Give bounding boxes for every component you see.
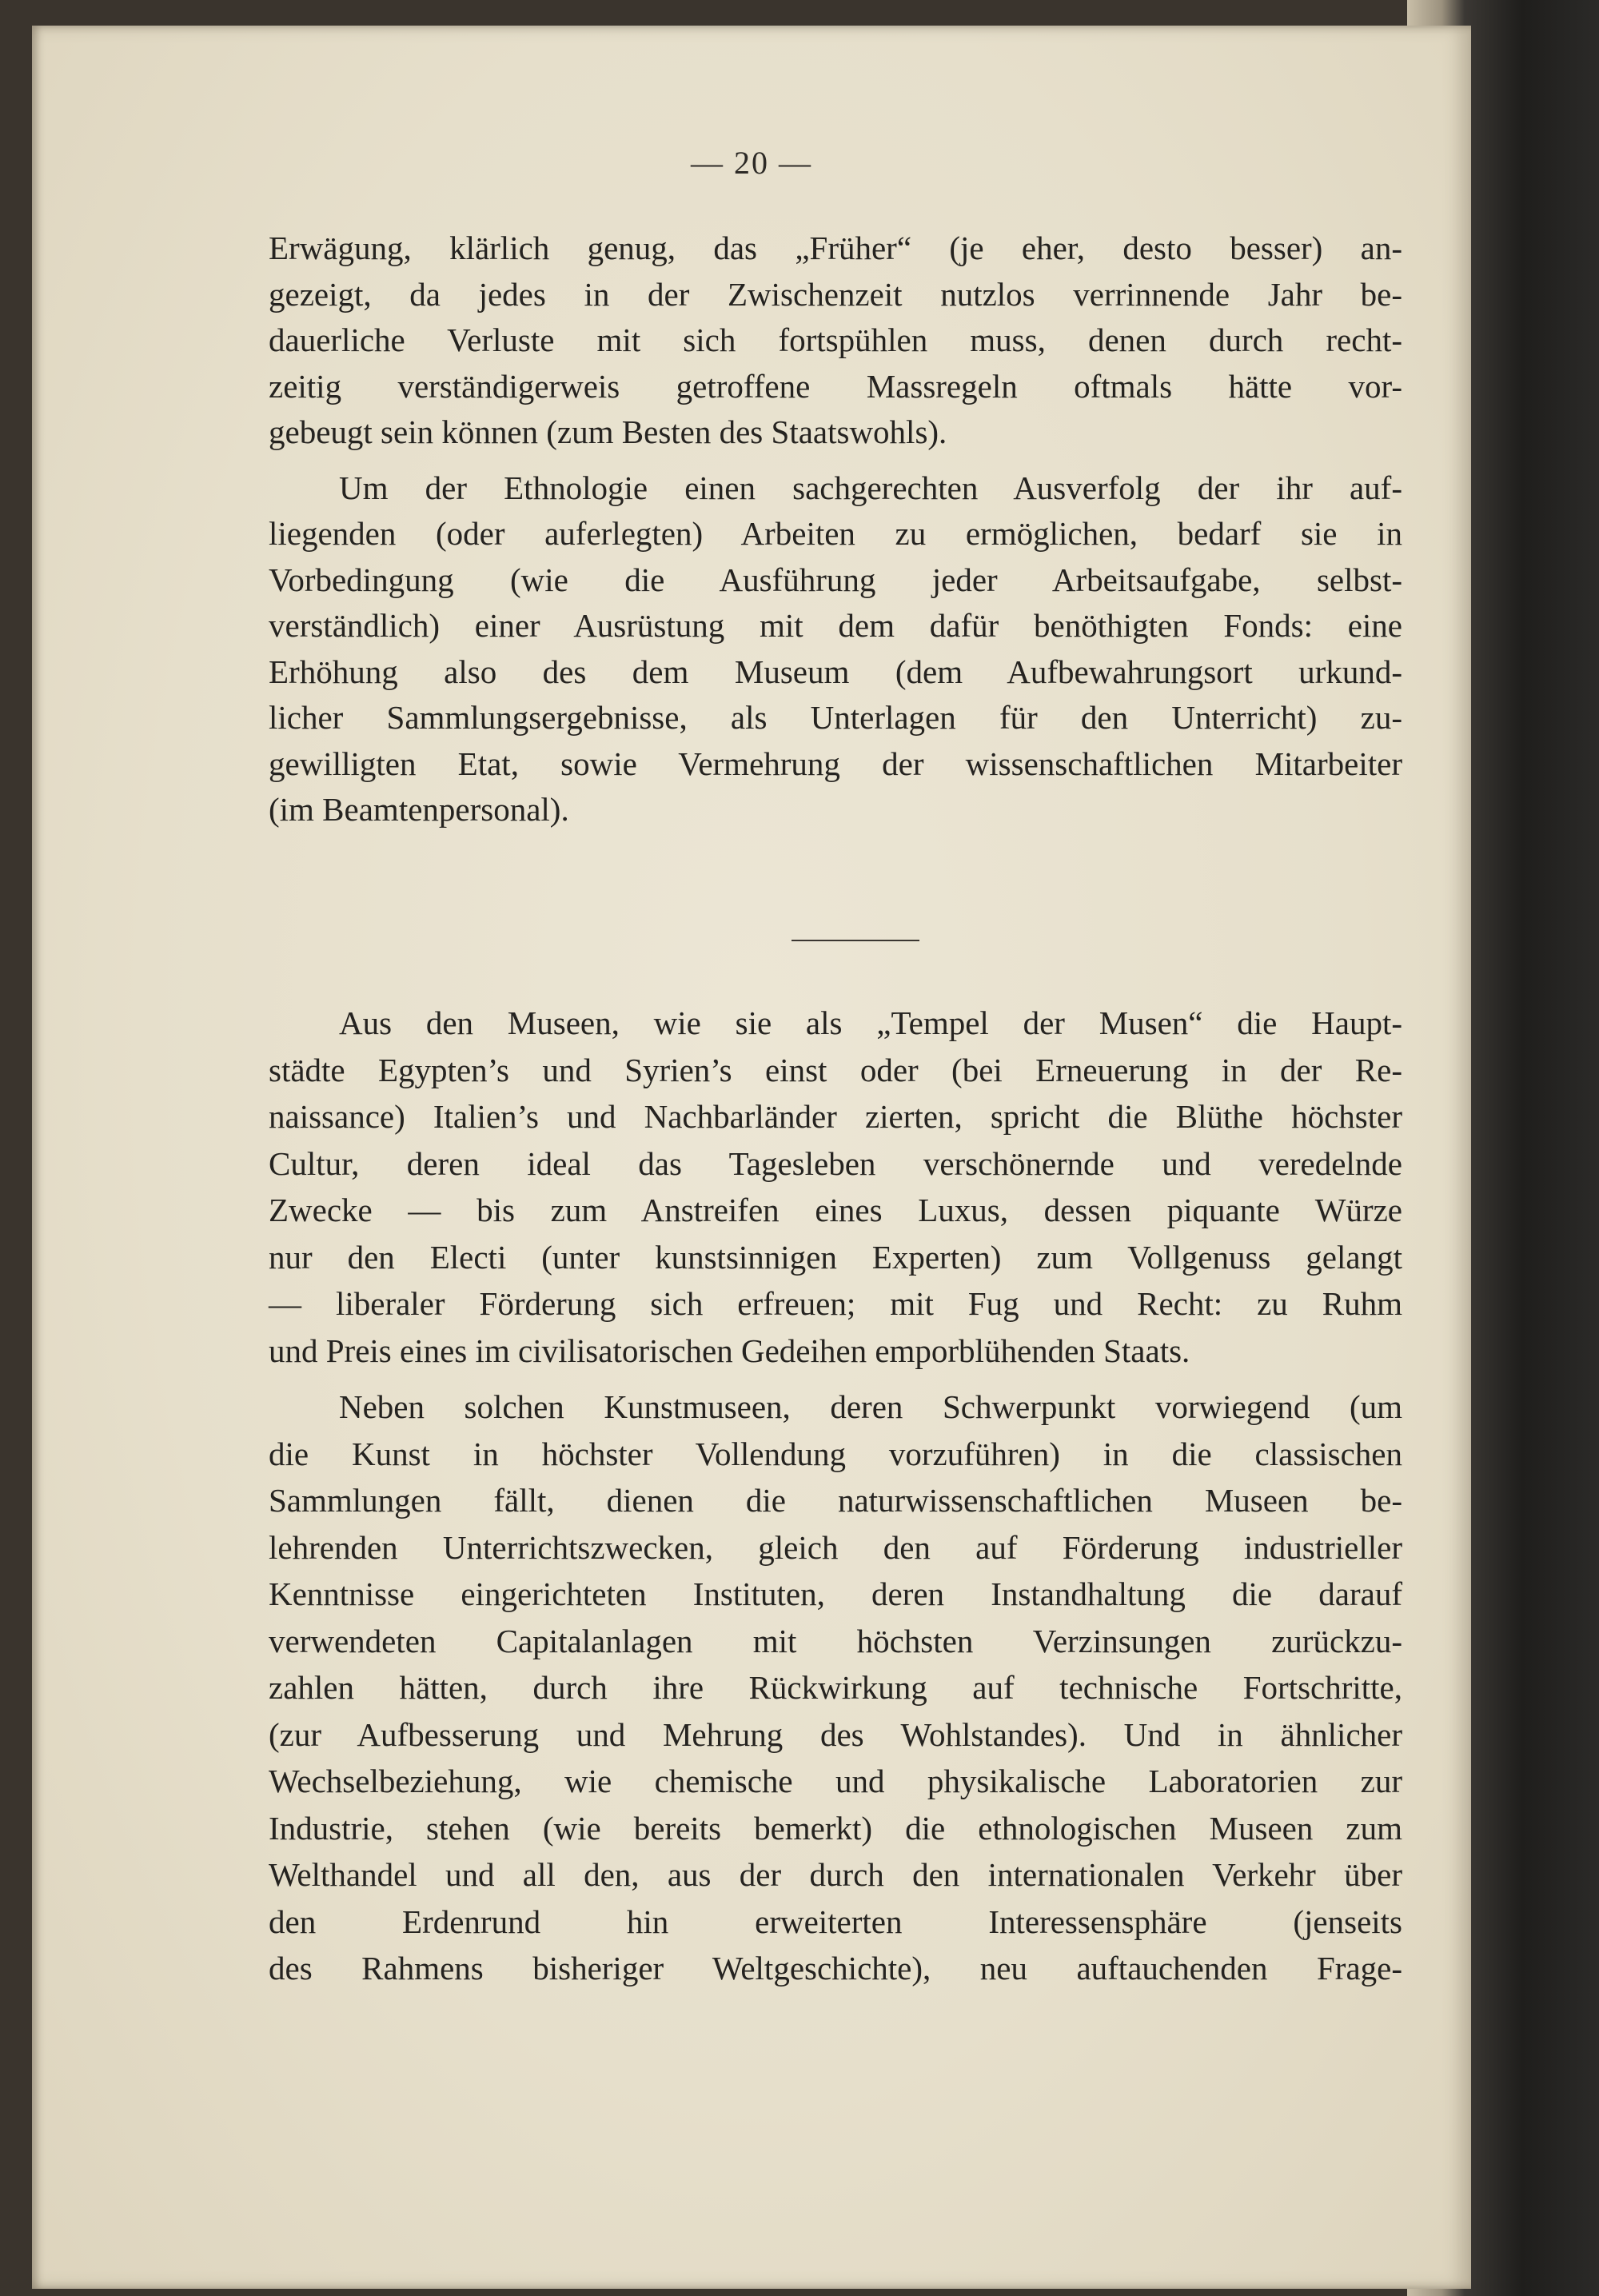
text-line: Neben solchen Kunstmuseen, deren Schwerpunkt vorwiegend (um bbox=[339, 1388, 1402, 1425]
text-line: Industrie, stehen (wie bereits bemerkt) die ethnologischen Museen zum bbox=[269, 1809, 1402, 1847]
text-line: licher Sammlungsergebnisse, als Unterlagen für den Unterricht) zu- bbox=[269, 699, 1402, 736]
text-line: zeitig verständigerweis getroffene Massregeln oftmals hätte vor- bbox=[269, 367, 1402, 405]
text-line: verwendeten Capitalanlagen mit höchsten Verzinsungen zurückzu- bbox=[269, 1622, 1402, 1659]
text-line: liegenden (oder auferlegten) Arbeiten zu ermöglichen, bedarf sie in bbox=[269, 515, 1402, 552]
text-line: und Preis eines im civilisatorischen Gedeihen emporblühenden Staats. bbox=[269, 1332, 1190, 1369]
paragraph-bottom-1 bbox=[269, 1000, 1402, 1374]
text-line: zahlen hätten, durch ihre Rückwirkung auf technische Fortschritte, bbox=[269, 1669, 1402, 1706]
text-line: gezeigt, da jedes in der Zwischenzeit nutzlos verrinnende Jahr be- bbox=[269, 275, 1402, 313]
text-line: Erhöhung also des dem Museum (dem Aufbewahrungsort urkund- bbox=[269, 653, 1402, 690]
text-line: dauerliche Verluste mit sich fortspühlen muss, denen durch recht- bbox=[269, 321, 1402, 358]
paragraph-bottom-2 bbox=[269, 1384, 1402, 1992]
paragraph-top-2 bbox=[269, 465, 1402, 833]
text-line: Um der Ethnologie einen sachgerechten Ausverfolg der ihr auf- bbox=[339, 469, 1402, 506]
text-line: Zwecke — bis zum Anstreifen eines Luxus, dessen piquante Würze bbox=[269, 1192, 1402, 1228]
text-line: die Kunst in höchster Vollendung vorzuführen) in die classischen bbox=[269, 1435, 1402, 1472]
text-line: (im Beamtenpersonal). bbox=[269, 791, 569, 828]
text-line: nur den Electi (unter kunstsinnigen Experten) zum Vollgenuss gelangt bbox=[269, 1238, 1402, 1276]
text-line: Erwägung, klärlich genug, das „Früher“ (je eher, desto besser) an- bbox=[269, 230, 1402, 266]
text-line: lehrenden Unterrichtszwecken, gleich den auf Förderung industrieller bbox=[269, 1528, 1402, 1566]
text-line: Cultur, deren ideal das Tagesleben verschönernde und veredelnde bbox=[269, 1144, 1402, 1182]
page-number: — 20 — bbox=[691, 145, 812, 181]
section-divider-rule bbox=[792, 940, 919, 941]
text-line: naissance) Italien’s und Nachbarländer zierten, spricht die Blüthe höchster bbox=[269, 1098, 1402, 1135]
text-line: verständlich) einer Ausrüstung mit dem dafür benöthigten Fonds: eine bbox=[269, 607, 1402, 644]
paragraph-top-1 bbox=[269, 226, 1402, 456]
text-line: gewilligten Etat, sowie Vermehrung der wissenschaftlichen Mitarbeiter bbox=[269, 745, 1402, 782]
text-block-top bbox=[269, 226, 1402, 833]
text-line: Welthandel und all den, aus der durch den internationalen Verkehr über bbox=[269, 1856, 1402, 1893]
book-page bbox=[32, 26, 1471, 2289]
text-line: städte Egypten’s und Syrien’s einst oder (bei Erneuerung in der Re- bbox=[269, 1051, 1402, 1088]
text-line: des Rahmens bisheriger Weltgeschichte), neu auftauchenden Frage- bbox=[269, 1950, 1402, 1987]
text-line: Wechselbeziehung, wie chemische und physikalische Laboratorien zur bbox=[269, 1763, 1402, 1799]
text-line: — liberaler Förderung sich erfreuen; mit Fug und Recht: zu Ruhm bbox=[269, 1285, 1402, 1322]
text-line: (zur Aufbesserung und Mehrung des Wohlstandes). Und in ähnlicher bbox=[269, 1715, 1402, 1753]
text-line: gebeugt sein können (zum Besten des Staatswohls). bbox=[269, 413, 947, 450]
text-block-bottom bbox=[269, 1000, 1402, 1992]
text-line: den Erdenrund hin erweiterten Interessensphäre (jenseits bbox=[269, 1903, 1402, 1940]
text-line: Aus den Museen, wie sie als „Tempel der Musen“ die Haupt- bbox=[339, 1004, 1402, 1041]
text-line: Vorbedingung (wie die Ausführung jeder Arbeitsaufgabe, selbst- bbox=[269, 561, 1402, 598]
text-line: Kenntnisse eingerichteten Instituten, deren Instandhaltung die darauf bbox=[269, 1575, 1402, 1612]
text-line: Sammlungen fällt, dienen die naturwissenschaftlichen Museen be- bbox=[269, 1482, 1402, 1519]
